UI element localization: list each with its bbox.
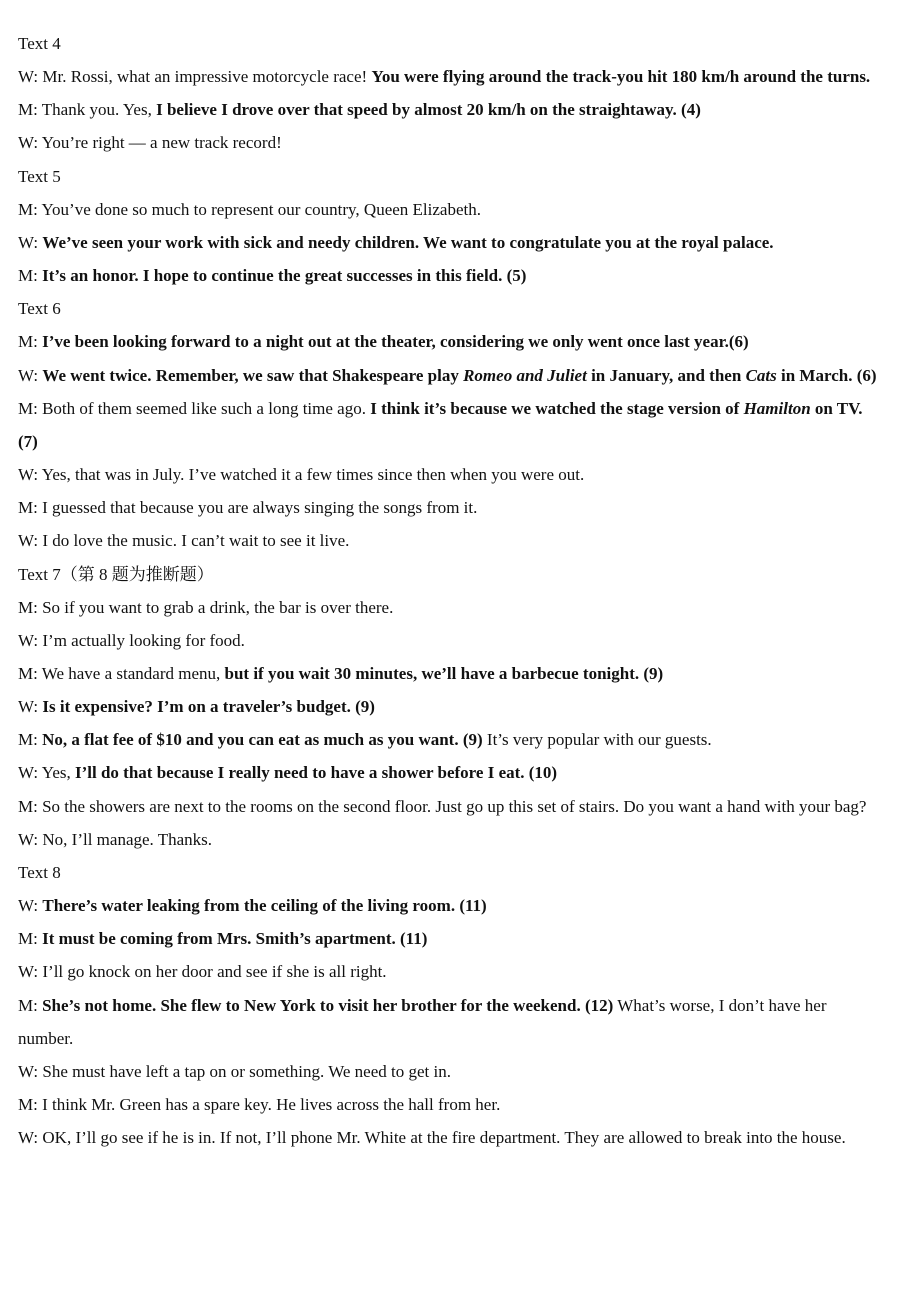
plain-text: M: So the showers are next to the rooms on the second floor. Just go up this set of stairs. Do you want a hand with your bag? — [18, 796, 867, 816]
speaker-w-line — [18, 1121, 882, 1154]
plain-text: W: — [18, 896, 43, 916]
emphasized-text: No, a flat fee of $10 and you can eat as much as you want. (9) — [42, 730, 483, 750]
speaker-w-line — [18, 690, 882, 723]
section-heading — [18, 558, 882, 591]
speaker-m-line — [18, 491, 882, 524]
plain-text: W: You’re right — a new track record! — [18, 133, 282, 153]
emphasized-text: I believe I drove over that speed by almost 20 km/h on the straightaway. (4) — [156, 100, 701, 120]
emphasized-text: on TV. (7) — [18, 398, 863, 451]
emphasized-text: I think it’s because we watched the stage version of — [370, 398, 744, 418]
speaker-w-line — [18, 524, 882, 557]
emphasized-text: We’ve seen your work with sick and needy children. We want to congratulate you at the royal palace. — [42, 232, 774, 252]
plain-text: Text 4 — [18, 34, 61, 53]
plain-text: Text 6 — [18, 299, 61, 319]
speaker-w-line — [18, 624, 882, 657]
plain-text: M: I think Mr. Green has a spare key. He lives across the hall from her. — [18, 1095, 501, 1114]
emphasized-text: Cats — [745, 365, 777, 385]
plain-text: M: I guessed that because you are always singing the songs from it. — [18, 498, 478, 518]
emphasized-text: She’s not home. She flew to New York to visit her brother for the weekend. (12) — [42, 995, 614, 1015]
emphasized-text: Is it expensive? I’m on a traveler’s budget. (9) — [42, 697, 375, 717]
plain-text: W: Mr. Rossi, what an impressive motorcycle race! — [18, 67, 372, 87]
plain-text: M: Thank you. Yes, — [18, 100, 157, 120]
emphasized-text: I’ve been looking forward to a night out at the theater, considering we only went once last year.(6) — [42, 332, 749, 352]
emphasized-text: I’ll do that because I really need to have a shower before I eat. (10) — [75, 763, 558, 783]
speaker-w-line — [18, 756, 882, 789]
plain-text: W: — [18, 365, 43, 385]
speaker-m-line — [18, 259, 882, 292]
emphasized-text: in March. (6) — [776, 365, 877, 385]
speaker-w-line — [18, 823, 882, 856]
plain-text: M: — [18, 332, 43, 352]
emphasized-text: Romeo and Juliet — [463, 365, 587, 385]
plain-text: M: You’ve done so much to represent our country, Queen Elizabeth. — [18, 199, 481, 219]
speaker-w-line — [18, 226, 882, 259]
speaker-w-line — [18, 359, 882, 392]
emphasized-text: We went twice. Remember, we saw that Shakespeare play — [42, 365, 464, 385]
plain-text: It’s very popular with our guests. — [482, 730, 712, 750]
plain-text: Text 7（第 8 题为推断题） — [18, 564, 214, 584]
speaker-w-line — [18, 1055, 882, 1088]
section-heading — [18, 27, 882, 60]
plain-text: M: So if you want to grab a drink, the bar is over there. — [18, 597, 394, 617]
emphasized-text: but if you wait 30 minutes, we’ll have a barbecue tonight. (9) — [224, 663, 664, 683]
emphasized-text: in January, and then — [586, 365, 746, 385]
emphasized-text: It must be coming from Mrs. Smith’s apartment. (11) — [42, 929, 428, 949]
speaker-w-line — [18, 889, 882, 922]
emphasized-text: Hamilton — [743, 398, 811, 418]
plain-text: M: — [18, 929, 43, 949]
plain-text: M: — [18, 266, 43, 286]
speaker-m-line — [18, 325, 882, 358]
plain-text: W: — [18, 697, 43, 717]
emphasized-text: There’s water leaking from the ceiling of the living room. (11) — [42, 896, 487, 916]
plain-text: Text 5 — [18, 166, 61, 186]
speaker-w-line — [18, 60, 882, 93]
plain-text: M: — [18, 995, 43, 1015]
speaker-m-line — [18, 922, 882, 955]
plain-text: W: OK, I’ll go see if he is in. If not, I’ll phone Mr. White at the fire department. They are allowed to break into the house. — [18, 1128, 846, 1148]
emphasized-text: You were flying around the track-you hit 180 km/h around the turns. — [371, 67, 871, 87]
speaker-m-line — [18, 1088, 882, 1121]
speaker-m-line — [18, 723, 882, 756]
plain-text: W: I’m actually looking for food. — [18, 630, 245, 650]
plain-text: W: I do love the music. I can’t wait to see it live. — [18, 531, 350, 551]
speaker-m-line — [18, 989, 882, 1055]
plain-text: W: Yes, — [18, 763, 75, 783]
speaker-w-line — [18, 126, 882, 159]
section-heading — [18, 160, 882, 193]
plain-text: M: — [18, 730, 43, 750]
plain-text: W: Yes, that was in July. I’ve watched it a few times since then when you were out. — [18, 465, 585, 485]
plain-text: What’s worse, I don’t have her number. — [18, 995, 827, 1048]
plain-text: W: No, I’ll manage. Thanks. — [18, 829, 213, 849]
plain-text: Text 8 — [18, 862, 61, 882]
speaker-m-line — [18, 591, 882, 624]
plain-text: W: — [18, 232, 43, 252]
speaker-m-line — [18, 193, 882, 226]
speaker-m-line — [18, 392, 882, 458]
speaker-m-line — [18, 93, 882, 126]
plain-text: M: Both of them seemed like such a long time ago. — [18, 398, 371, 418]
plain-text: W: I’ll go knock on her door and see if she is all right. — [18, 962, 387, 982]
section-heading — [18, 856, 882, 889]
emphasized-text: It’s an honor. I hope to continue the great successes in this field. (5) — [42, 266, 527, 286]
speaker-m-line — [18, 657, 882, 690]
section-heading — [18, 292, 882, 325]
speaker-w-line — [18, 458, 882, 491]
speaker-w-line — [18, 955, 882, 988]
plain-text: M: We have a standard menu, — [18, 663, 225, 683]
plain-text: W: She must have left a tap on or something. We need to get in. — [18, 1061, 451, 1081]
speaker-m-line — [18, 790, 882, 823]
